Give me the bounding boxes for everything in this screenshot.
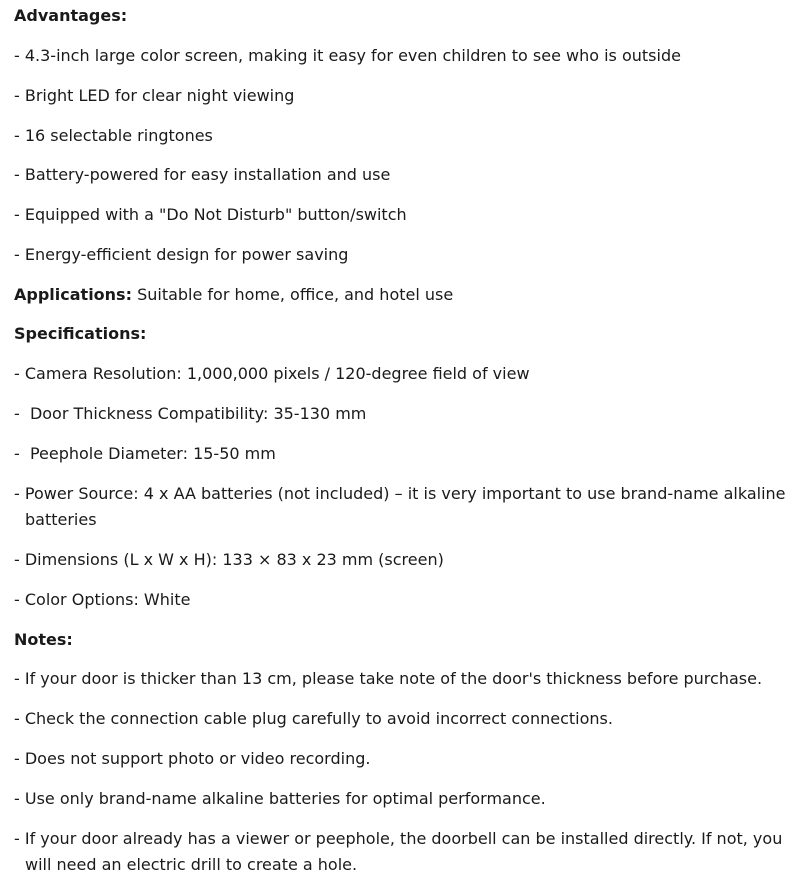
advantage-item: - 4.3-inch large color screen, making it easy for even children to see who is outside (14, 46, 681, 65)
note-item: - Does not support photo or video recording. (14, 749, 371, 768)
note-item: - Use only brand-name alkaline batteries for optimal performance. (14, 789, 546, 808)
note-item: - If your door already has a viewer or peephole, the doorbell can be installed directly. If not, you will need an electric drill to create a hole. (14, 829, 783, 874)
advantage-item: - Bright LED for clear night viewing (14, 86, 295, 105)
spec-item: - Color Options: White (14, 590, 191, 609)
note-item: - Check the connection cable plug carefully to avoid incorrect connections. (14, 709, 613, 728)
spec-item: - Power Source: 4 x AA batteries (not included) – it is very important to use brand-name alkaline batteries (14, 484, 786, 529)
spec-item: - Peephole Diameter: 15-50 mm (14, 444, 276, 463)
applications-text: Suitable for home, office, and hotel use (131, 285, 454, 304)
advantage-item: - 16 selectable ringtones (14, 126, 213, 145)
advantage-item: - Energy-efficient design for power saving (14, 245, 349, 264)
advantage-item: - Equipped with a "Do Not Disturb" button/switch (14, 205, 407, 224)
spec-item: - Door Thickness Compatibility: 35-130 mm (14, 404, 367, 423)
applications-label: Applications: (14, 285, 132, 304)
applications-line (14, 282, 453, 308)
specifications-heading: Specifications: (14, 324, 147, 343)
note-item: - If your door is thicker than 13 cm, please take note of the door's thickness before purchase. (14, 669, 763, 688)
notes-heading: Notes: (14, 630, 73, 649)
spec-item: - Dimensions (L x W x H): 133 × 83 x 23 mm (screen) (14, 550, 444, 569)
advantages-heading: Advantages: (14, 6, 128, 25)
advantage-item: - Battery-powered for easy installation and use (14, 165, 391, 184)
spec-item: - Camera Resolution: 1,000,000 pixels / 120-degree field of view (14, 364, 530, 383)
